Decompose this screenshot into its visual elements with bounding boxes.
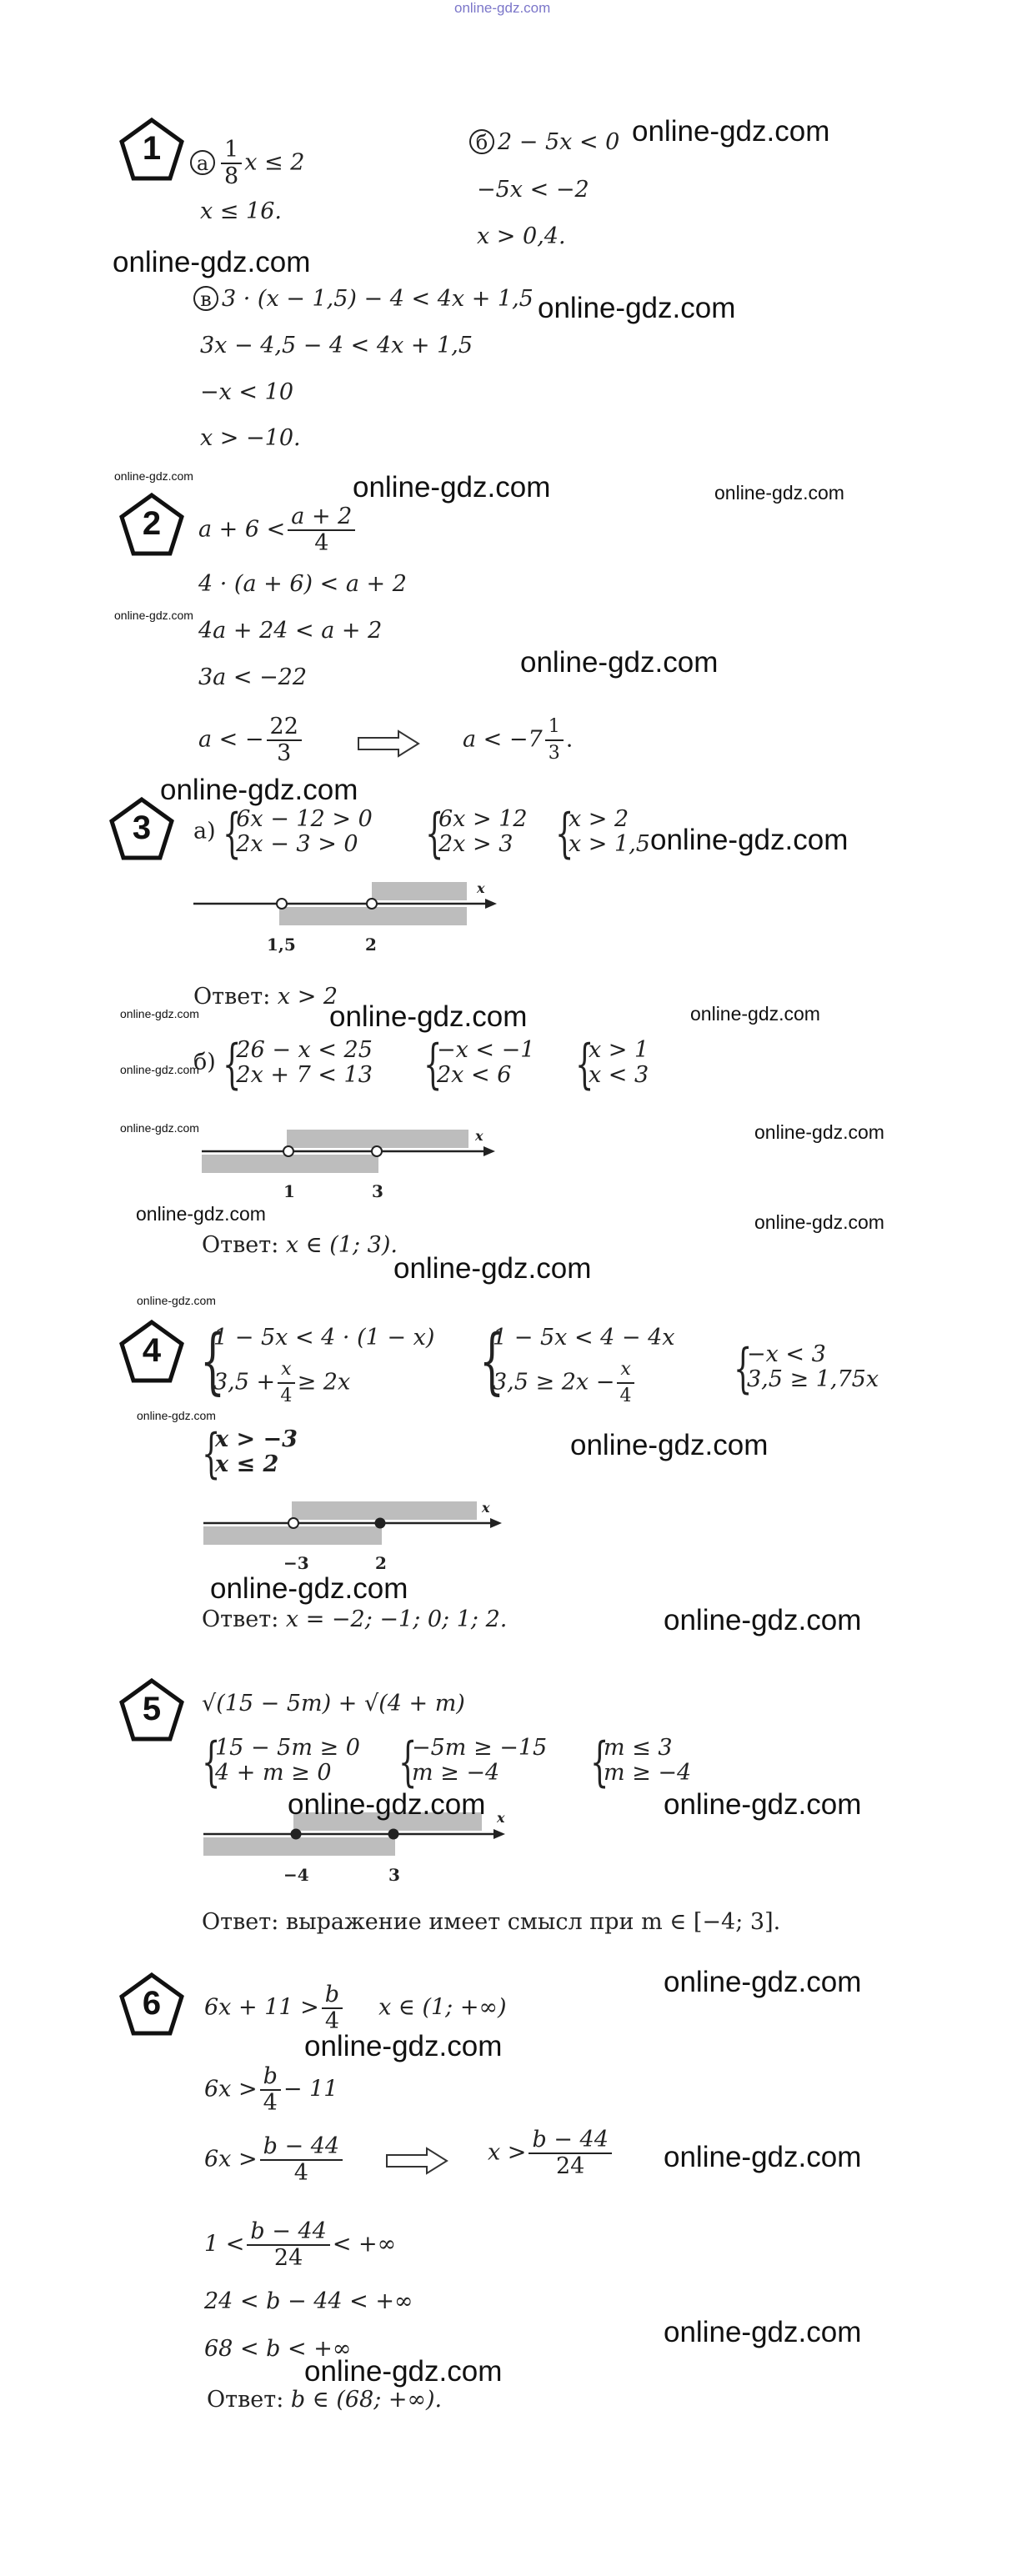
brace: { bbox=[425, 803, 444, 865]
shade-x-gt-neg3 bbox=[292, 1501, 477, 1520]
watermark: online-gdz.com bbox=[137, 1294, 216, 1307]
brace: { bbox=[223, 803, 242, 865]
t5-expr: √(15 − 5m) + √(4 + m) bbox=[202, 1691, 465, 1716]
shade-m-le-3 bbox=[203, 1837, 395, 1856]
axis-arrow-icon bbox=[490, 1518, 502, 1528]
denominator: 4 bbox=[293, 2160, 308, 2186]
watermark: online-gdz.com bbox=[664, 1604, 862, 1636]
system-row: 6x − 12 > 0 bbox=[236, 806, 373, 832]
watermark: online-gdz.com bbox=[304, 2355, 503, 2388]
fraction bbox=[221, 138, 242, 189]
tick-label: 3 bbox=[372, 1181, 383, 1201]
t4-answer bbox=[202, 1606, 507, 1633]
expr-right: − 11 bbox=[283, 2076, 338, 2102]
t6-step: 24 < b − 44 < +∞ bbox=[204, 2288, 413, 2314]
system-row: 4 + m ≥ 0 bbox=[215, 1760, 332, 1786]
closed-point bbox=[375, 1518, 386, 1529]
axis-arrow-icon bbox=[485, 899, 497, 909]
t5-number-line bbox=[202, 1809, 519, 1892]
t3-a-system-1 bbox=[223, 803, 373, 865]
numerator: b bbox=[260, 2064, 281, 2091]
closed-point bbox=[291, 1829, 302, 1840]
expr-left: 6x + 11 > bbox=[204, 1994, 319, 2021]
system-row: 3,5 ≥ 1,75x bbox=[747, 1366, 879, 1392]
t4-system-3 bbox=[734, 1338, 879, 1400]
answer-prefix: Ответ: bbox=[207, 2387, 284, 2413]
numerator: x bbox=[617, 1357, 634, 1384]
t4-system-1 bbox=[200, 1320, 435, 1409]
denominator: 3 bbox=[277, 740, 292, 766]
open-point bbox=[283, 1146, 293, 1156]
t1-a-line2 bbox=[200, 198, 282, 225]
system-row: x > 1 bbox=[589, 1037, 649, 1063]
brace: { bbox=[223, 1034, 242, 1095]
watermark: online-gdz.com bbox=[664, 1966, 862, 1998]
fraction bbox=[267, 714, 302, 766]
brace: { bbox=[398, 1732, 418, 1793]
t6-line2 bbox=[204, 2064, 338, 2116]
brace: { bbox=[202, 1732, 221, 1793]
system-row: x < 3 bbox=[589, 1062, 649, 1088]
shade-x-le-2 bbox=[203, 1526, 382, 1545]
system bbox=[398, 1732, 548, 1793]
t1-c-expr: 3 · (x − 1,5) − 4 < 4x + 1,5 bbox=[222, 286, 534, 312]
tick-label: −3 bbox=[283, 1553, 309, 1573]
watermark: online-gdz.com bbox=[650, 824, 849, 856]
system bbox=[200, 1320, 435, 1409]
system bbox=[425, 803, 528, 865]
answer-prefix: Ответ: bbox=[202, 1606, 279, 1632]
system-row: 2x < 6 bbox=[437, 1062, 512, 1088]
axis-variable: x bbox=[482, 1500, 490, 1516]
expr-right: ≥ 2x bbox=[297, 1369, 351, 1396]
t6-step: 68 < b < +∞ bbox=[204, 2336, 352, 2362]
task-5-number: 5 bbox=[142, 1691, 162, 1727]
t3-b-system-3 bbox=[575, 1034, 649, 1095]
implies-arrow-icon bbox=[385, 2147, 448, 2175]
axis-variable: x bbox=[477, 880, 485, 896]
shade-x-gt-2 bbox=[372, 882, 467, 900]
period: . bbox=[565, 726, 574, 753]
numerator: 22 bbox=[267, 714, 302, 741]
t1-c-step2: −x < 10 bbox=[200, 379, 293, 405]
fraction bbox=[278, 1357, 294, 1409]
answer-prefix: Ответ: bbox=[193, 984, 271, 1010]
t3-b-label: б) bbox=[193, 1049, 216, 1075]
watermark: online-gdz.com bbox=[754, 1211, 884, 1233]
t2-mixed-left: a < −7 bbox=[463, 726, 543, 753]
t1-c-label: в bbox=[193, 286, 218, 311]
t1-b-line2 bbox=[477, 177, 589, 203]
system-row: −5m ≥ −15 bbox=[412, 1735, 548, 1761]
brace: { bbox=[575, 1034, 594, 1095]
denominator: 4 bbox=[619, 1386, 632, 1406]
watermark: online-gdz.com bbox=[114, 609, 193, 622]
t6-line3 bbox=[204, 2134, 345, 2186]
t1-c-line3 bbox=[200, 379, 293, 406]
system-row: 1 − 5x < 4 − 4x bbox=[493, 1325, 675, 1351]
denominator: 4 bbox=[314, 530, 329, 556]
condition: x ∈ (1; +∞) bbox=[378, 1994, 507, 2021]
expr-left: x > bbox=[488, 2139, 527, 2166]
task-2-badge bbox=[118, 492, 185, 557]
task-1-number: 1 bbox=[142, 130, 162, 167]
t2-line4 bbox=[198, 664, 307, 691]
system-row: 1 − 5x < 4 · (1 − x) bbox=[213, 1325, 435, 1351]
system bbox=[734, 1338, 879, 1400]
denominator: 4 bbox=[263, 2090, 278, 2116]
tick-label: 2 bbox=[375, 1553, 387, 1573]
brace: { bbox=[200, 1320, 226, 1403]
axis-variable: x bbox=[475, 1128, 483, 1144]
shade-x-gt-1-5 bbox=[279, 907, 467, 925]
implies-arrow-icon bbox=[357, 729, 420, 758]
watermark: online-gdz.com bbox=[393, 1252, 592, 1285]
t2-line3 bbox=[198, 618, 382, 644]
t1-c-result: x > −10. bbox=[200, 425, 301, 451]
answer-value: x ∈ (1; 3). bbox=[285, 1232, 398, 1258]
system-row: 6x > 12 bbox=[438, 806, 528, 832]
system bbox=[202, 1732, 360, 1793]
t2-step3: 3a < −22 bbox=[198, 664, 308, 690]
task-1-badge bbox=[118, 117, 185, 182]
t6-line5 bbox=[204, 2288, 413, 2315]
t1-c-line4 bbox=[200, 425, 301, 452]
open-point bbox=[288, 1518, 298, 1528]
system-row: 2x > 3 bbox=[438, 831, 514, 857]
expr-left: 6x > bbox=[204, 2076, 258, 2102]
system bbox=[555, 803, 650, 865]
watermark: online-gdz.com bbox=[304, 2030, 503, 2062]
t4-number-line bbox=[202, 1499, 510, 1582]
system-row: x > 2 bbox=[569, 806, 629, 832]
watermark: online-gdz.com bbox=[137, 1409, 216, 1422]
t1-b-line3 bbox=[477, 223, 566, 250]
task-3-number: 3 bbox=[132, 809, 152, 846]
expr-left: 6x > bbox=[204, 2146, 258, 2173]
t3-a-systems bbox=[193, 803, 373, 865]
t1-b-expr: 2 − 5x < 0 bbox=[498, 129, 620, 155]
t6-line4 bbox=[204, 2219, 396, 2271]
fraction bbox=[260, 2134, 343, 2186]
numerator: b bbox=[322, 1982, 343, 2009]
system-row: 26 − x < 25 bbox=[236, 1037, 373, 1063]
denominator: 3 bbox=[548, 743, 560, 764]
system bbox=[590, 1732, 692, 1793]
answer-value: b ∈ (68; +∞). bbox=[290, 2387, 443, 2413]
t3-a-system-3 bbox=[555, 803, 650, 865]
system-row: x > −3 bbox=[215, 1426, 298, 1452]
task-2-number: 2 bbox=[142, 505, 162, 542]
shade-x-gt-1 bbox=[287, 1130, 468, 1148]
fraction bbox=[260, 2064, 281, 2116]
tick-label: 1,5 bbox=[267, 935, 296, 955]
answer-value: x > 2 bbox=[277, 984, 338, 1010]
system bbox=[479, 1320, 675, 1409]
system bbox=[202, 1423, 298, 1485]
t3-a-answer bbox=[193, 984, 338, 1010]
watermark: online-gdz.com bbox=[113, 246, 311, 278]
t2-result-left: a < − bbox=[198, 726, 264, 753]
numerator: a + 2 bbox=[288, 504, 355, 531]
top-watermark: online-gdz.com bbox=[454, 0, 551, 16]
fraction bbox=[288, 504, 355, 556]
t3-a-label: а) bbox=[193, 818, 216, 844]
t6-line3-right bbox=[488, 2127, 614, 2179]
t5-answer bbox=[202, 1909, 780, 1936]
watermark: online-gdz.com bbox=[664, 2316, 862, 2348]
t3-b-system-2 bbox=[423, 1034, 535, 1095]
denominator: 24 bbox=[555, 2153, 585, 2179]
system-row: m ≥ −4 bbox=[412, 1760, 500, 1786]
brace: { bbox=[202, 1423, 221, 1485]
answer-prefix: Ответ: bbox=[202, 1232, 279, 1258]
fraction bbox=[247, 2219, 329, 2271]
system-row: m ≤ 3 bbox=[604, 1735, 673, 1761]
t2-step2: 4a + 24 < a + 2 bbox=[198, 618, 383, 644]
watermark: online-gdz.com bbox=[136, 1203, 266, 1225]
denominator: 4 bbox=[324, 2008, 339, 2034]
watermark: online-gdz.com bbox=[520, 646, 719, 679]
t5-system-3 bbox=[590, 1732, 692, 1793]
expr-right: < +∞ bbox=[332, 2231, 397, 2258]
t3-b-number-line bbox=[200, 1127, 508, 1210]
t3-b-system-1 bbox=[223, 1034, 373, 1095]
task-6-badge bbox=[118, 1972, 185, 2037]
answer-value: выражение имеет смысл при m ∈ [−4; 3]. bbox=[285, 1909, 781, 1935]
expr-left: 3,5 ≥ 2x − bbox=[493, 1369, 615, 1396]
t3-b-answer bbox=[202, 1232, 398, 1259]
t3-b-systems bbox=[193, 1034, 373, 1095]
numerator: 1 bbox=[545, 714, 564, 741]
task-6-number: 6 bbox=[142, 1985, 162, 2022]
t2-step1: 4 · (a + 6) < a + 2 bbox=[198, 571, 407, 597]
t3-a-number-line bbox=[192, 880, 500, 963]
task-5-badge bbox=[118, 1677, 185, 1742]
t1-b-line1 bbox=[469, 129, 619, 156]
watermark: online-gdz.com bbox=[664, 1788, 862, 1821]
shade-x-lt-3 bbox=[202, 1155, 378, 1173]
watermark: online-gdz.com bbox=[664, 2141, 862, 2173]
t1-a-label: а bbox=[190, 150, 215, 175]
system-row: 2x − 3 > 0 bbox=[236, 831, 358, 857]
t1-a-expr: x ≤ 2 bbox=[244, 149, 305, 176]
watermark: online-gdz.com bbox=[114, 469, 193, 483]
t2-expr-left: a + 6 < bbox=[198, 516, 286, 543]
watermark: online-gdz.com bbox=[120, 1121, 199, 1135]
watermark: online-gdz.com bbox=[538, 292, 736, 324]
open-point bbox=[277, 899, 287, 909]
t5-line1 bbox=[202, 1691, 465, 1717]
t1-c-step1: 3x − 4,5 − 4 < 4x + 1,5 bbox=[200, 333, 473, 358]
t1-b-label: б bbox=[469, 129, 494, 154]
fraction bbox=[322, 1982, 343, 2034]
expr-left: 3,5 + bbox=[213, 1369, 276, 1396]
watermark: online-gdz.com bbox=[120, 1063, 199, 1076]
t1-a-line1 bbox=[190, 138, 304, 189]
fraction bbox=[545, 714, 564, 766]
numerator: x bbox=[278, 1357, 294, 1384]
tick-label: 2 bbox=[365, 935, 377, 955]
system bbox=[575, 1034, 649, 1095]
watermark: online-gdz.com bbox=[632, 115, 830, 148]
t4-system-4 bbox=[202, 1423, 298, 1485]
watermark: online-gdz.com bbox=[288, 1788, 486, 1821]
system-row: −x < −1 bbox=[437, 1037, 535, 1063]
fraction bbox=[529, 2127, 611, 2179]
answer-value: x = −2; −1; 0; 1; 2. bbox=[285, 1606, 508, 1632]
watermark: online-gdz.com bbox=[120, 1007, 199, 1020]
system-row: x > 1,5 bbox=[569, 831, 650, 857]
numerator: 1 bbox=[221, 138, 242, 164]
t2-line1 bbox=[198, 504, 358, 556]
watermark: online-gdz.com bbox=[754, 1121, 884, 1143]
watermark: online-gdz.com bbox=[570, 1429, 769, 1461]
brace: { bbox=[555, 803, 574, 865]
system-row: −x < 3 bbox=[747, 1341, 826, 1367]
numerator: b − 44 bbox=[529, 2127, 611, 2154]
brace: { bbox=[479, 1320, 505, 1403]
denominator: 8 bbox=[224, 163, 239, 189]
closed-point bbox=[388, 1829, 399, 1840]
denominator: 4 bbox=[280, 1386, 293, 1406]
tick-label: 3 bbox=[388, 1865, 400, 1885]
brace: { bbox=[423, 1034, 443, 1095]
t3-a-system-2 bbox=[425, 803, 528, 865]
t1-a-result: x ≤ 16. bbox=[200, 198, 282, 224]
brace: { bbox=[734, 1338, 753, 1400]
task-4-badge bbox=[118, 1319, 185, 1384]
watermark: online-gdz.com bbox=[329, 1000, 528, 1033]
expr-left: 1 < bbox=[204, 2231, 245, 2258]
task-4-number: 4 bbox=[142, 1332, 162, 1369]
system-row: x ≤ 2 bbox=[215, 1451, 279, 1477]
t2-line5 bbox=[198, 714, 304, 766]
t2-line2 bbox=[198, 571, 407, 598]
system bbox=[423, 1034, 535, 1095]
axis-variable: x bbox=[497, 1810, 505, 1826]
watermark: online-gdz.com bbox=[160, 774, 358, 806]
answer-prefix: Ответ: bbox=[202, 1909, 279, 1935]
tick-label: 1 bbox=[283, 1181, 295, 1201]
t1-b-result: x > 0,4. bbox=[477, 223, 566, 249]
tick-label: −4 bbox=[283, 1865, 309, 1885]
t6-line1 bbox=[204, 1982, 506, 2034]
watermark: online-gdz.com bbox=[690, 1003, 820, 1025]
watermark: online-gdz.com bbox=[714, 482, 844, 504]
system-row bbox=[493, 1357, 675, 1409]
numerator: b − 44 bbox=[260, 2134, 343, 2161]
t5-system-2 bbox=[398, 1732, 548, 1793]
t1-b-step: −5x < −2 bbox=[477, 177, 589, 203]
t2-line5-right bbox=[463, 714, 573, 766]
fraction bbox=[617, 1357, 634, 1409]
system-row: 15 − 5m ≥ 0 bbox=[215, 1735, 360, 1761]
system-row: m ≥ −4 bbox=[604, 1760, 692, 1786]
brace: { bbox=[590, 1732, 609, 1793]
axis-arrow-icon bbox=[493, 1829, 505, 1839]
t4-system-2 bbox=[479, 1320, 675, 1409]
system-row bbox=[213, 1357, 434, 1409]
open-point bbox=[367, 899, 377, 909]
t1-c-line1 bbox=[193, 286, 534, 313]
watermark: online-gdz.com bbox=[210, 1572, 408, 1605]
system-row: 2x + 7 < 13 bbox=[236, 1062, 373, 1088]
denominator: 24 bbox=[273, 2245, 303, 2271]
t1-c-line2 bbox=[200, 333, 473, 359]
t6-answer bbox=[207, 2387, 442, 2413]
t5-system-1 bbox=[202, 1732, 360, 1793]
watermark: online-gdz.com bbox=[353, 471, 551, 504]
axis-arrow-icon bbox=[483, 1146, 495, 1156]
numerator: b − 44 bbox=[247, 2219, 329, 2246]
open-point bbox=[372, 1146, 382, 1156]
